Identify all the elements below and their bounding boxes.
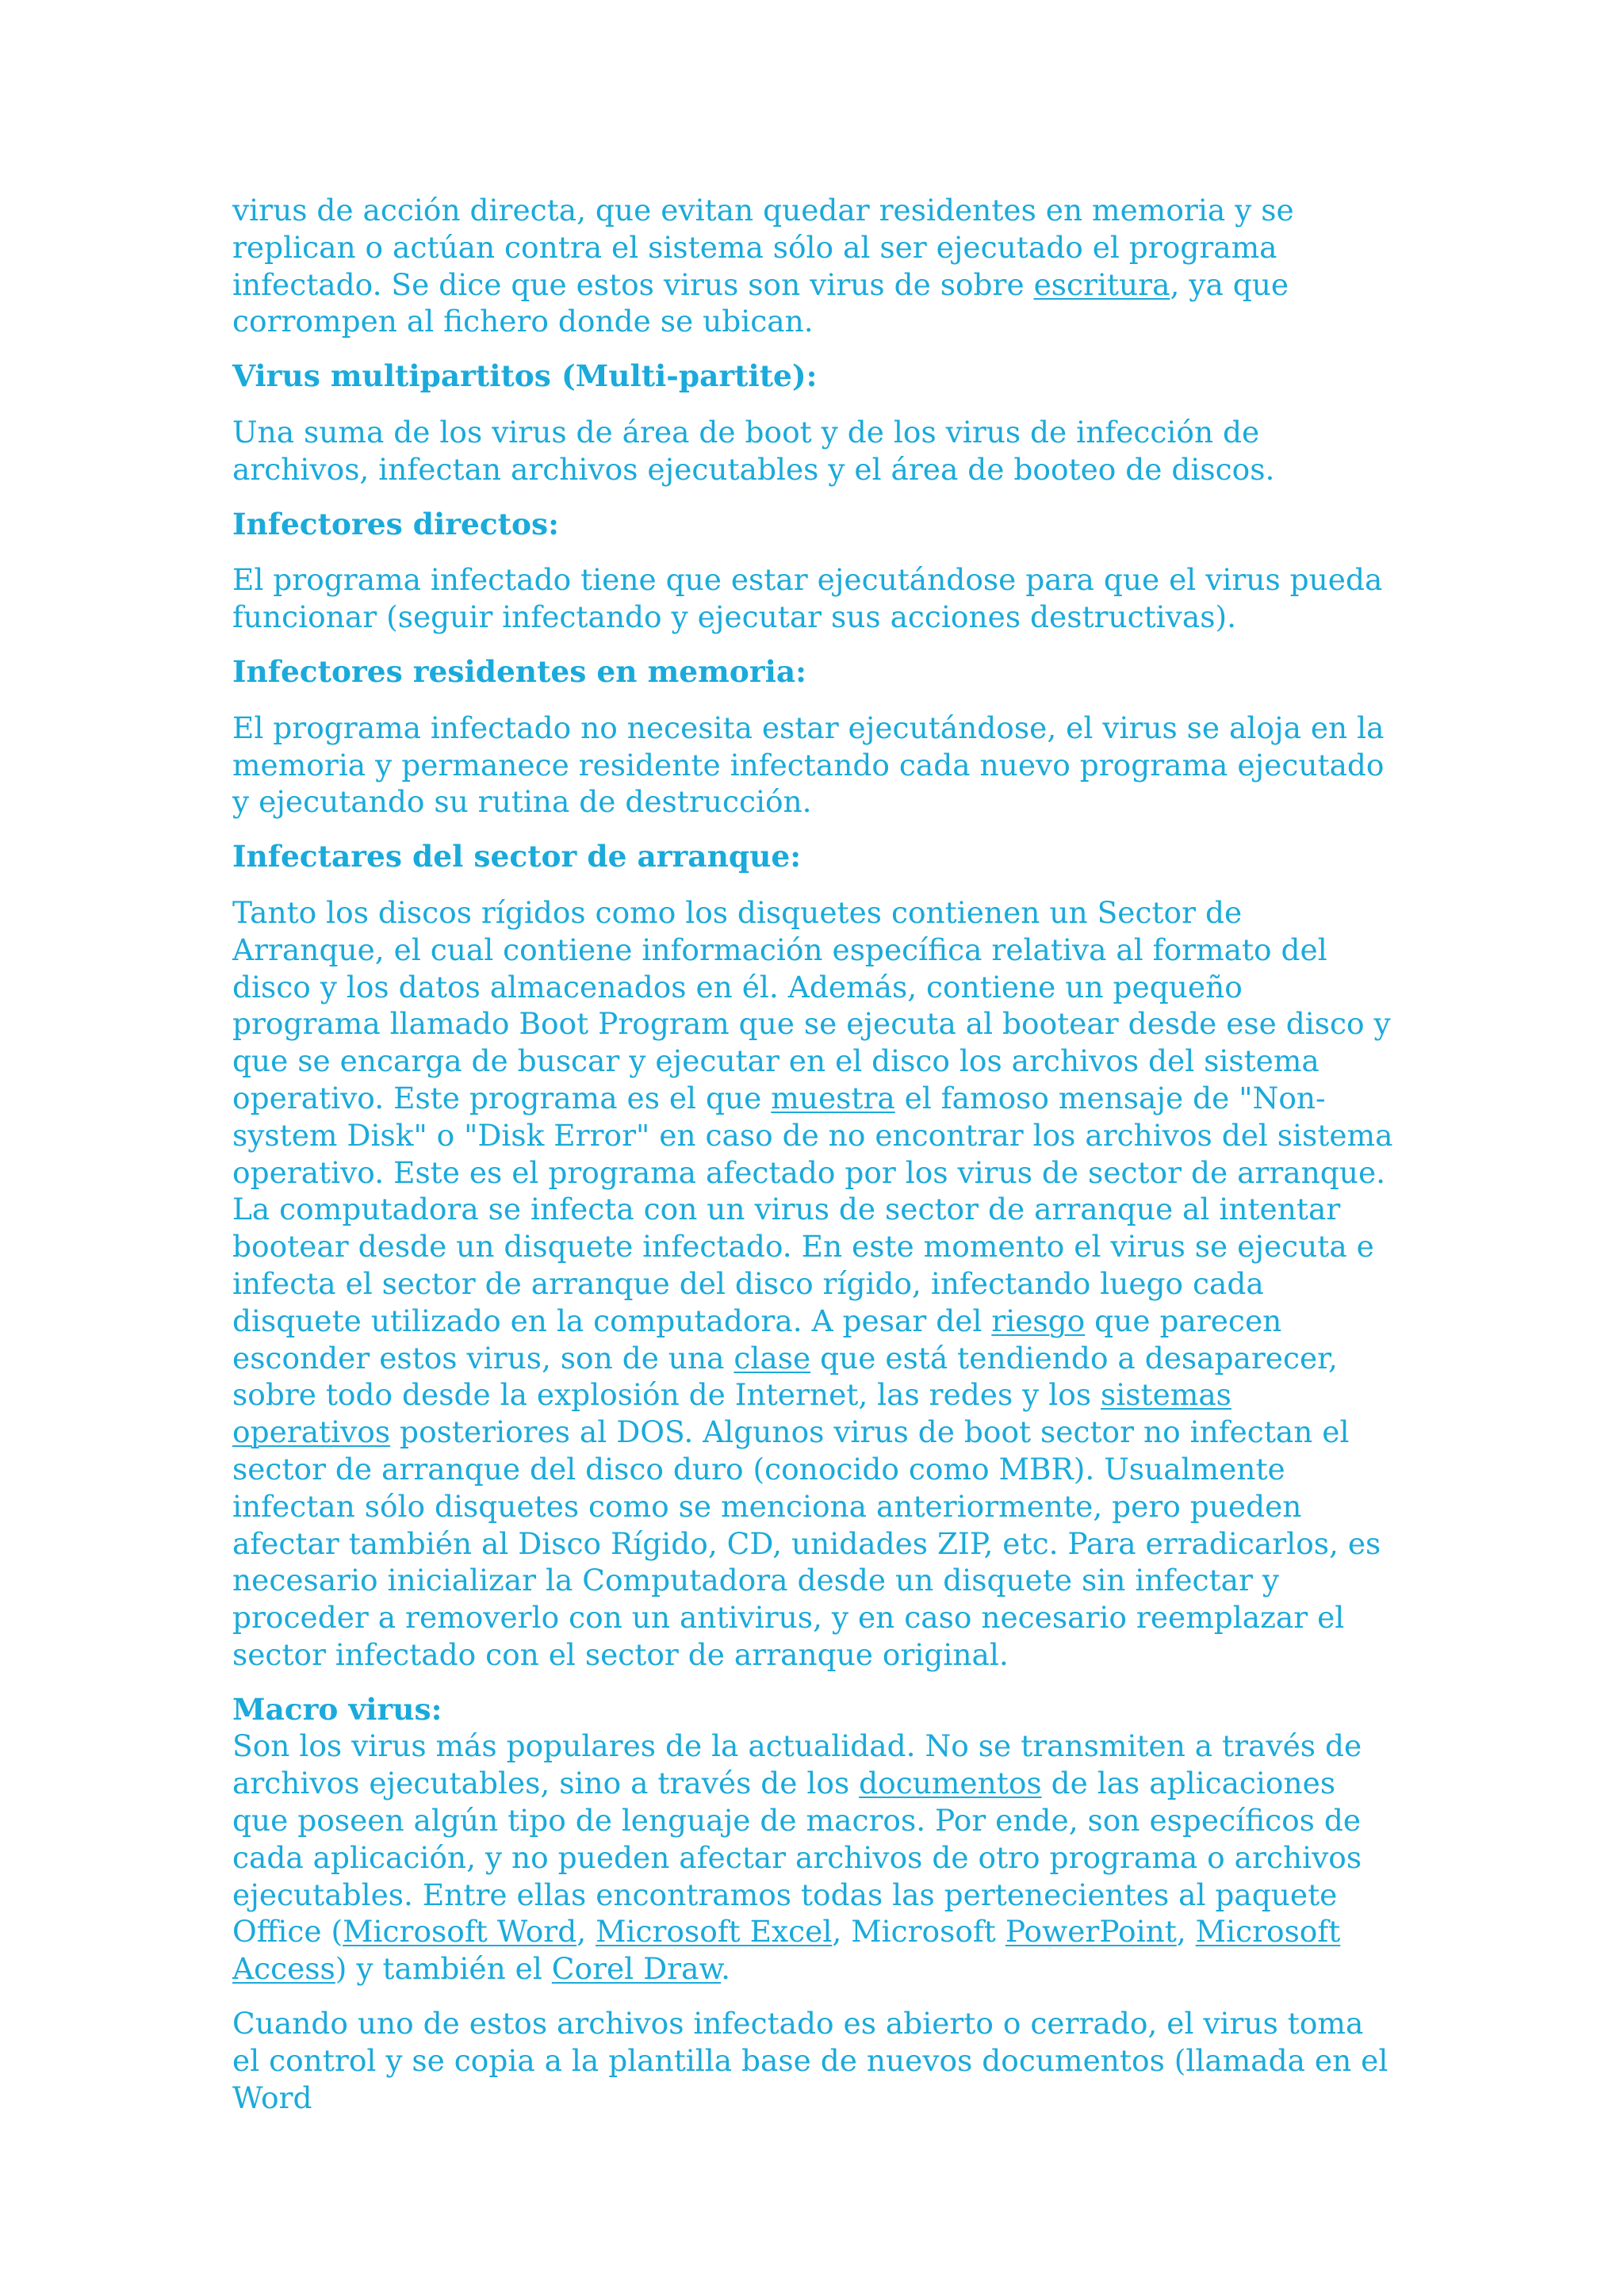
link-escritura[interactable]: escritura	[1033, 266, 1170, 302]
macro-text-2: de las aplicaciones que poseen algún tipo de lenguaje de macros. Por ende, son específicos de cada aplicación, y no pueden afectar archivos de otro programa o archivos ejecutables. Entre ellas encontramos todas las pertenecientes al paquete Office (	[232, 1766, 1362, 1950]
link-corel-draw[interactable]: Corel Draw	[551, 1951, 722, 1987]
link-microsoft-excel[interactable]: Microsoft Excel	[596, 1914, 833, 1950]
arranque-text-3: que parecen esconder estos virus, son de una	[232, 1303, 1282, 1376]
heading-macro-virus: Macro virus:	[232, 1691, 442, 1727]
intro-text-2: , ya que corrompen al fichero donde se ubican.	[232, 266, 1289, 339]
paragraph-multipartitos: Una suma de los virus de área de boot y de los virus de infección de archivos, infectan archivos ejecutables y el área de booteo de discos.	[232, 414, 1275, 487]
paragraph-sector-arranque	[232, 894, 1394, 1674]
macro-text-3: ,	[576, 1914, 596, 1950]
paragraph-final: Cuando uno de estos archivos infectado es abierto o cerrado, el virus toma el control y se copia a la plantilla base de nuevos documentos (llamada en el Word	[232, 2006, 1388, 2115]
paragraph-infectores-directos: El programa infectado tiene que estar ejecutándose para que el virus pueda funcionar (seguir infectando y ejecutar sus acciones destructivas).	[232, 562, 1383, 635]
paragraph-macro-virus	[232, 1728, 1394, 1988]
arranque-text-4: que está tendiendo a desaparecer, sobre todo desde la explosión de Internet, las redes y los	[232, 1340, 1338, 1413]
arranque-text-1: Tanto los discos rígidos como los disquetes contienen un Sector de Arranque, el cual contiene información específica relativa al formato del disco y los datos almacenados en él. Además, contiene un pequeño programa llamado Boot Program que se ejecuta al bootear desde ese disco y que se encarga de buscar y ejecutar en el disco los archivos del sistema operativo. Este programa es el que	[232, 894, 1391, 1115]
heading-sector-arranque: Infectares del sector de arranque:	[232, 839, 802, 874]
link-sistemas-operativos[interactable]: sistemas operativos	[232, 1377, 1231, 1450]
link-documentos[interactable]: documentos	[859, 1766, 1042, 1801]
intro-paragraph	[232, 192, 1394, 340]
macro-text-5: ,	[1176, 1914, 1196, 1950]
arranque-text-5: posteriores al DOS. Algunos virus de boot sector no infectan el sector de arranque del disco duro (conocido como MBR). Usualmente infectan sólo disquetes como se menciona anteriormente, pero pueden afectar también al Disco Rígido, CD, unidades ZIP, etc. Para erradicarlos, es necesario inicializar la Computadora desde un disquete sin infectar y proceder a removerlo con un antivirus, y en caso necesario reemplazar el sector infectado con el sector de arranque original.	[232, 1414, 1381, 1672]
link-powerpoint[interactable]: PowerPoint	[1005, 1914, 1177, 1950]
link-clase[interactable]: clase	[733, 1340, 811, 1376]
heading-infectores-residentes: Infectores residentes en memoria:	[232, 653, 806, 689]
link-muestra[interactable]: muestra	[771, 1080, 895, 1115]
macro-text-1: Son los virus más populares de la actualidad. No se transmiten a través de archivos ejecutables, sino a través de los	[232, 1728, 1362, 1801]
macro-text-7: .	[721, 1951, 731, 1987]
macro-text-6: ) y también el	[335, 1951, 552, 1987]
heading-infectores-directos: Infectores directos:	[232, 506, 559, 541]
arranque-text-2: el famoso mensaje de "Non-system Disk" o "Disk Error" en caso de no encontrar los archivos del sistema operativo. Este es el programa afectado por los virus de sector de arranque. La computadora se infecta con un virus de sector de arranque al intentar bootear desde un disquete infectado. En este momento el virus se ejecuta e infecta el sector de arranque del disco rígido, infectando luego cada disquete utilizado en la computadora. A pesar del	[232, 1080, 1393, 1338]
macro-text-4: , Microsoft	[832, 1914, 1005, 1950]
link-microsoft-access[interactable]: Microsoft Access	[232, 1914, 1341, 1987]
link-microsoft-word[interactable]: Microsoft Word	[343, 1914, 577, 1950]
link-riesgo[interactable]: riesgo	[991, 1303, 1086, 1338]
paragraph-infectores-residentes: El programa infectado no necesita estar ejecutándose, el virus se aloja en la memoria y permanece residente infectando cada nuevo programa ejecutado y ejecutando su rutina de destrucción.	[232, 710, 1385, 820]
heading-multipartitos: Virus multipartitos (Multi-partite):	[232, 358, 818, 394]
intro-text-1: virus de acción directa, que evitan quedar residentes en memoria y se replican o actúan contra el sistema sólo al ser ejecutado el programa infectado. Se dice que estos virus son virus de sobre	[232, 193, 1294, 302]
